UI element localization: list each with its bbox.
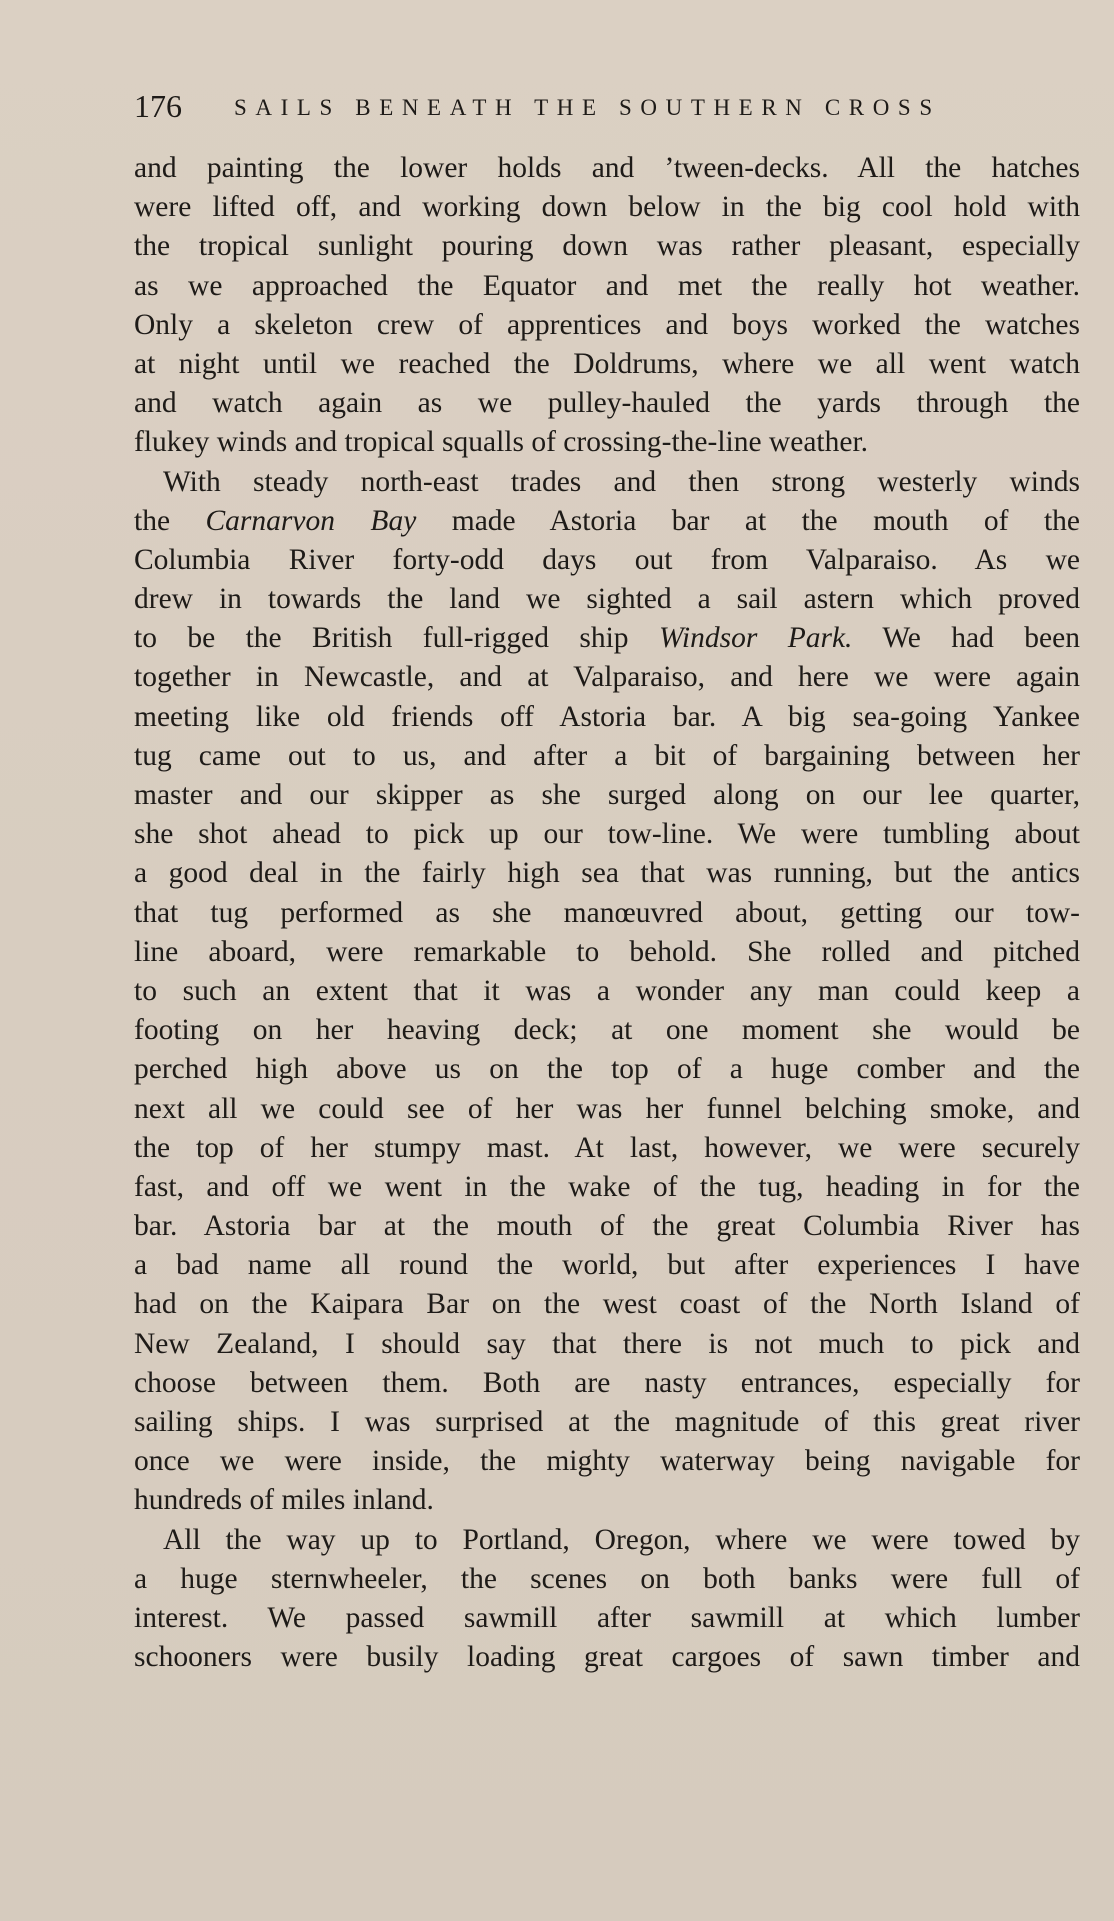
text-line: together in Newcastle, and at Valparaiso, and here we were again	[134, 661, 1080, 694]
paragraph	[134, 149, 1084, 463]
text-line: a bad name all round the world, but after experiences I have	[134, 1249, 1080, 1282]
text-line: line aboard, were remarkable to behold. She rolled and pitched	[134, 935, 1080, 968]
text-line: master and our skipper as she surged along on our lee quarter,	[134, 779, 1080, 811]
book-title: SAILS BENEATH THE SOUTHERN CROSS	[234, 95, 941, 120]
text-line: she shot ahead to pick up our tow-line. We were tumbling about	[134, 818, 1080, 851]
text-line-with-italic: to be the British full-rigged ship Windsor Park. We had been	[134, 622, 1080, 655]
page-number: 176	[134, 88, 182, 124]
italic-ship-name: Windsor Park.	[658, 622, 853, 655]
italic-ship-name: Carnarvon Bay	[205, 504, 417, 537]
paragraph	[134, 463, 1084, 1521]
text-line: and watch again as we pulley-hauled the yards through the	[134, 387, 1080, 420]
text-line: With steady north-east trades and then strong westerly winds	[163, 465, 1080, 498]
text-line: tug came out to us, and after a bit of bargaining between her	[134, 739, 1080, 772]
text-line: at night until we reached the Doldrums, where we all went watch	[134, 347, 1080, 380]
text-line-with-italic: the Carnarvon Bay made Astoria bar at the mouth of the	[134, 504, 1080, 537]
text-line: next all we could see of her was her funnel belching smoke, and	[134, 1092, 1080, 1125]
text-line: flukey winds and tropical squalls of crossing-the-line weather.	[134, 426, 869, 459]
text-line: were lifted off, and working down below in the big cool hold with	[134, 191, 1080, 224]
text-line: fast, and off we went in the wake of the tug, heading in for the	[134, 1170, 1080, 1203]
text-line: a good deal in the fairly high sea that was running, but the antics	[134, 857, 1080, 890]
text-line: a huge sternwheeler, the scenes on both banks were full of	[134, 1562, 1080, 1595]
text-line: hundreds of miles inland.	[134, 1484, 434, 1517]
text-line: had on the Kaipara Bar on the west coast of the North Island of	[134, 1288, 1080, 1321]
text-line: once we were inside, the mighty waterway being navigable for	[134, 1445, 1080, 1478]
text-line: that tug performed as she manœuvred about, getting our tow-	[134, 896, 1080, 929]
text-line: footing on her heaving deck; at one moment she would be	[134, 1014, 1080, 1047]
text-line: Only a skeleton crew of apprentices and boys worked the watches	[134, 308, 1080, 341]
text-line: the top of her stumpy mast. At last, however, we were securely	[134, 1131, 1080, 1164]
text-line: the tropical sunlight pouring down was rather pleasant, especially	[134, 230, 1080, 263]
text-line: sailing ships. I was surprised at the magnitude of this great river	[134, 1406, 1080, 1438]
text-line: and painting the lower holds and ’tween-decks. All the hatches	[134, 152, 1080, 184]
text-line: schooners were busily loading great cargoes of sawn timber and	[134, 1641, 1080, 1674]
text-line: New Zealand, I should say that there is not much to pick and	[134, 1327, 1080, 1360]
text-line: meeting like old friends off Astoria bar. A big sea-going Yankee	[134, 700, 1080, 733]
running-head	[134, 86, 1040, 126]
text-line: perched high above us on the top of a huge comber and the	[134, 1053, 1080, 1086]
text-line: drew in towards the land we sighted a sail astern which proved	[134, 583, 1080, 616]
paragraph	[134, 1521, 1084, 1678]
text-line: as we approached the Equator and met the really hot weather.	[134, 269, 1080, 302]
text-line: interest. We passed sawmill after sawmill at which lumber	[134, 1601, 1080, 1634]
text-line: Columbia River forty-odd days out from Valparaiso. As we	[134, 543, 1080, 576]
body-text	[134, 149, 1084, 1677]
text-line: All the way up to Portland, Oregon, where we were towed by	[163, 1523, 1080, 1556]
text-line: choose between them. Both are nasty entrances, especially for	[134, 1366, 1080, 1399]
text-line: to such an extent that it was a wonder any man could keep a	[134, 974, 1080, 1007]
text-line: bar. Astoria bar at the mouth of the great Columbia River has	[134, 1210, 1080, 1243]
